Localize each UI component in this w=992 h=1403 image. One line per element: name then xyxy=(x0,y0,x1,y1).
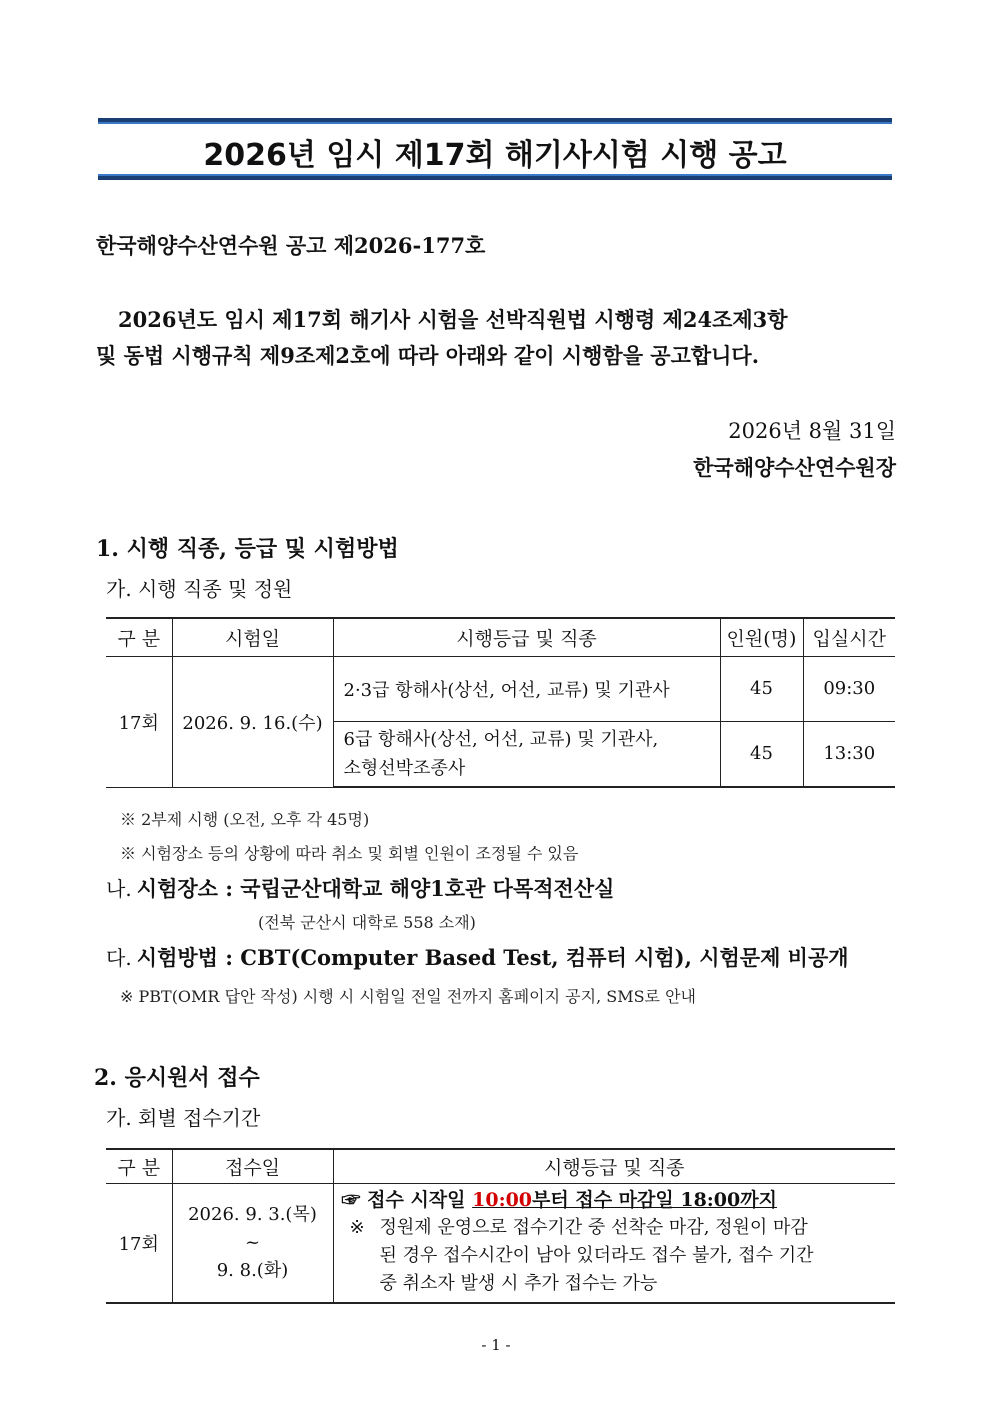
page-title: 2026년 임시 제17회 해기사시험 시행 공고 xyxy=(203,138,787,173)
table-row xyxy=(106,656,895,721)
col-header: 입실시간 xyxy=(803,618,895,656)
col-header: 구 분 xyxy=(106,1149,172,1183)
title-banner xyxy=(98,118,892,180)
sub-c-text: 시험방법 : CBT(Computer Based Test, 컴퓨터 시험), 시험문제 비공개 xyxy=(136,945,849,970)
count-cell: 45 xyxy=(720,721,803,787)
note-mark: ※ xyxy=(349,1216,365,1238)
date-sep: ~ xyxy=(244,1231,261,1253)
table-header-row xyxy=(106,618,895,656)
hours-pre: ☞ 접수 시작일 xyxy=(341,1188,473,1211)
note: ※ PBT(OMR 답안 작성) 시행 시 시험일 전일 전까지 홈페이지 공지, SMS로 안내 xyxy=(120,987,696,1006)
notice-number: 한국해양수산연수원 공고 제2026-177호 xyxy=(96,233,486,258)
grade-line: 6급 항해사(상선, 어선, 교류) 및 기관사, xyxy=(343,728,659,750)
count-cell: 45 xyxy=(720,656,803,721)
section1-sub-a: 가. 시행 직종 및 정원 xyxy=(106,577,293,601)
grade-cell xyxy=(333,721,720,787)
grade-cell: 2·3급 항해사(상선, 어선, 교류) 및 기관사 xyxy=(333,656,720,721)
grade-line: 소형선박조종사 xyxy=(343,757,466,779)
sub-b-text: 시험장소 : 국립군산대학교 해양1호관 다목적전산실 xyxy=(136,876,615,901)
col-header: 접수일 xyxy=(172,1149,333,1183)
signer: 한국해양수산연수원장 xyxy=(693,455,896,480)
section2-heading: 2. 응시원서 접수 xyxy=(94,1065,260,1091)
application-note xyxy=(342,1214,888,1298)
exam-schedule-table xyxy=(106,617,895,788)
application-detail-cell xyxy=(333,1183,895,1303)
note-line: 된 경우 접수시간이 남아 있더라도 접수 불가, 접수 기간 xyxy=(379,1244,814,1266)
section1-sub-c xyxy=(106,942,849,972)
section1-heading: 1. 시행 직종, 등급 및 시험방법 xyxy=(96,536,399,562)
note: ※ 2부제 시행 (오전, 오후 각 45명) xyxy=(120,810,370,829)
hours-underlined xyxy=(472,1189,777,1211)
time-cell: 09:30 xyxy=(803,656,895,721)
note-line: 중 취소자 발생 시 추가 접수는 가능 xyxy=(379,1272,658,1294)
title-top-rule-accent xyxy=(98,122,892,124)
col-header: 인원(명) xyxy=(720,618,803,656)
date-start: 2026. 9. 3.(목) xyxy=(188,1203,317,1225)
note-body xyxy=(380,1214,814,1298)
exam-date-cell: 2026. 9. 16.(수) xyxy=(172,656,333,787)
section2-sub-a: 가. 회별 접수기간 xyxy=(106,1106,261,1130)
sub-b-label: 나. xyxy=(106,877,132,901)
intro-line-2: 및 동법 시행규칙 제9조제2호에 따라 아래와 같이 시행함을 공고합니다. xyxy=(96,343,760,368)
application-table xyxy=(106,1148,895,1304)
notice-date: 2026년 8월 31일 xyxy=(728,419,896,443)
venue-address: (전북 군산시 대학로 558 소재) xyxy=(258,913,476,932)
round-cell: 17회 xyxy=(106,1183,172,1303)
hours-post: 부터 접수 마감일 18:00까지 xyxy=(532,1188,777,1211)
application-hours xyxy=(342,1186,888,1214)
note-line: 정원제 운영으로 접수기간 중 선착순 마감, 정원이 마감 xyxy=(379,1216,808,1238)
table-header-row xyxy=(106,1149,895,1183)
note: ※ 시험장소 등의 상황에 따라 취소 및 회별 인원이 조정될 수 있음 xyxy=(120,844,579,863)
col-header: 시험일 xyxy=(172,618,333,656)
date-end: 9. 8.(화) xyxy=(216,1259,289,1281)
page-number: - 1 - xyxy=(481,1336,511,1354)
start-time: 10:00 xyxy=(472,1188,533,1211)
table-row xyxy=(106,1183,895,1303)
application-date-cell xyxy=(172,1183,333,1303)
intro-line-1: 2026년도 임시 제17회 해기사 시험을 선박직원법 시행령 제24조제3항 xyxy=(118,307,788,332)
sub-c-label: 다. xyxy=(106,946,132,970)
col-header: 구 분 xyxy=(106,618,172,656)
title-bottom-rule xyxy=(98,176,892,180)
time-cell: 13:30 xyxy=(803,721,895,787)
col-header: 시행등급 및 직종 xyxy=(333,618,720,656)
intro-paragraph xyxy=(96,302,896,374)
round-cell: 17회 xyxy=(106,656,172,787)
col-header: 시행등급 및 직종 xyxy=(333,1149,895,1183)
section1-sub-b xyxy=(106,873,614,903)
